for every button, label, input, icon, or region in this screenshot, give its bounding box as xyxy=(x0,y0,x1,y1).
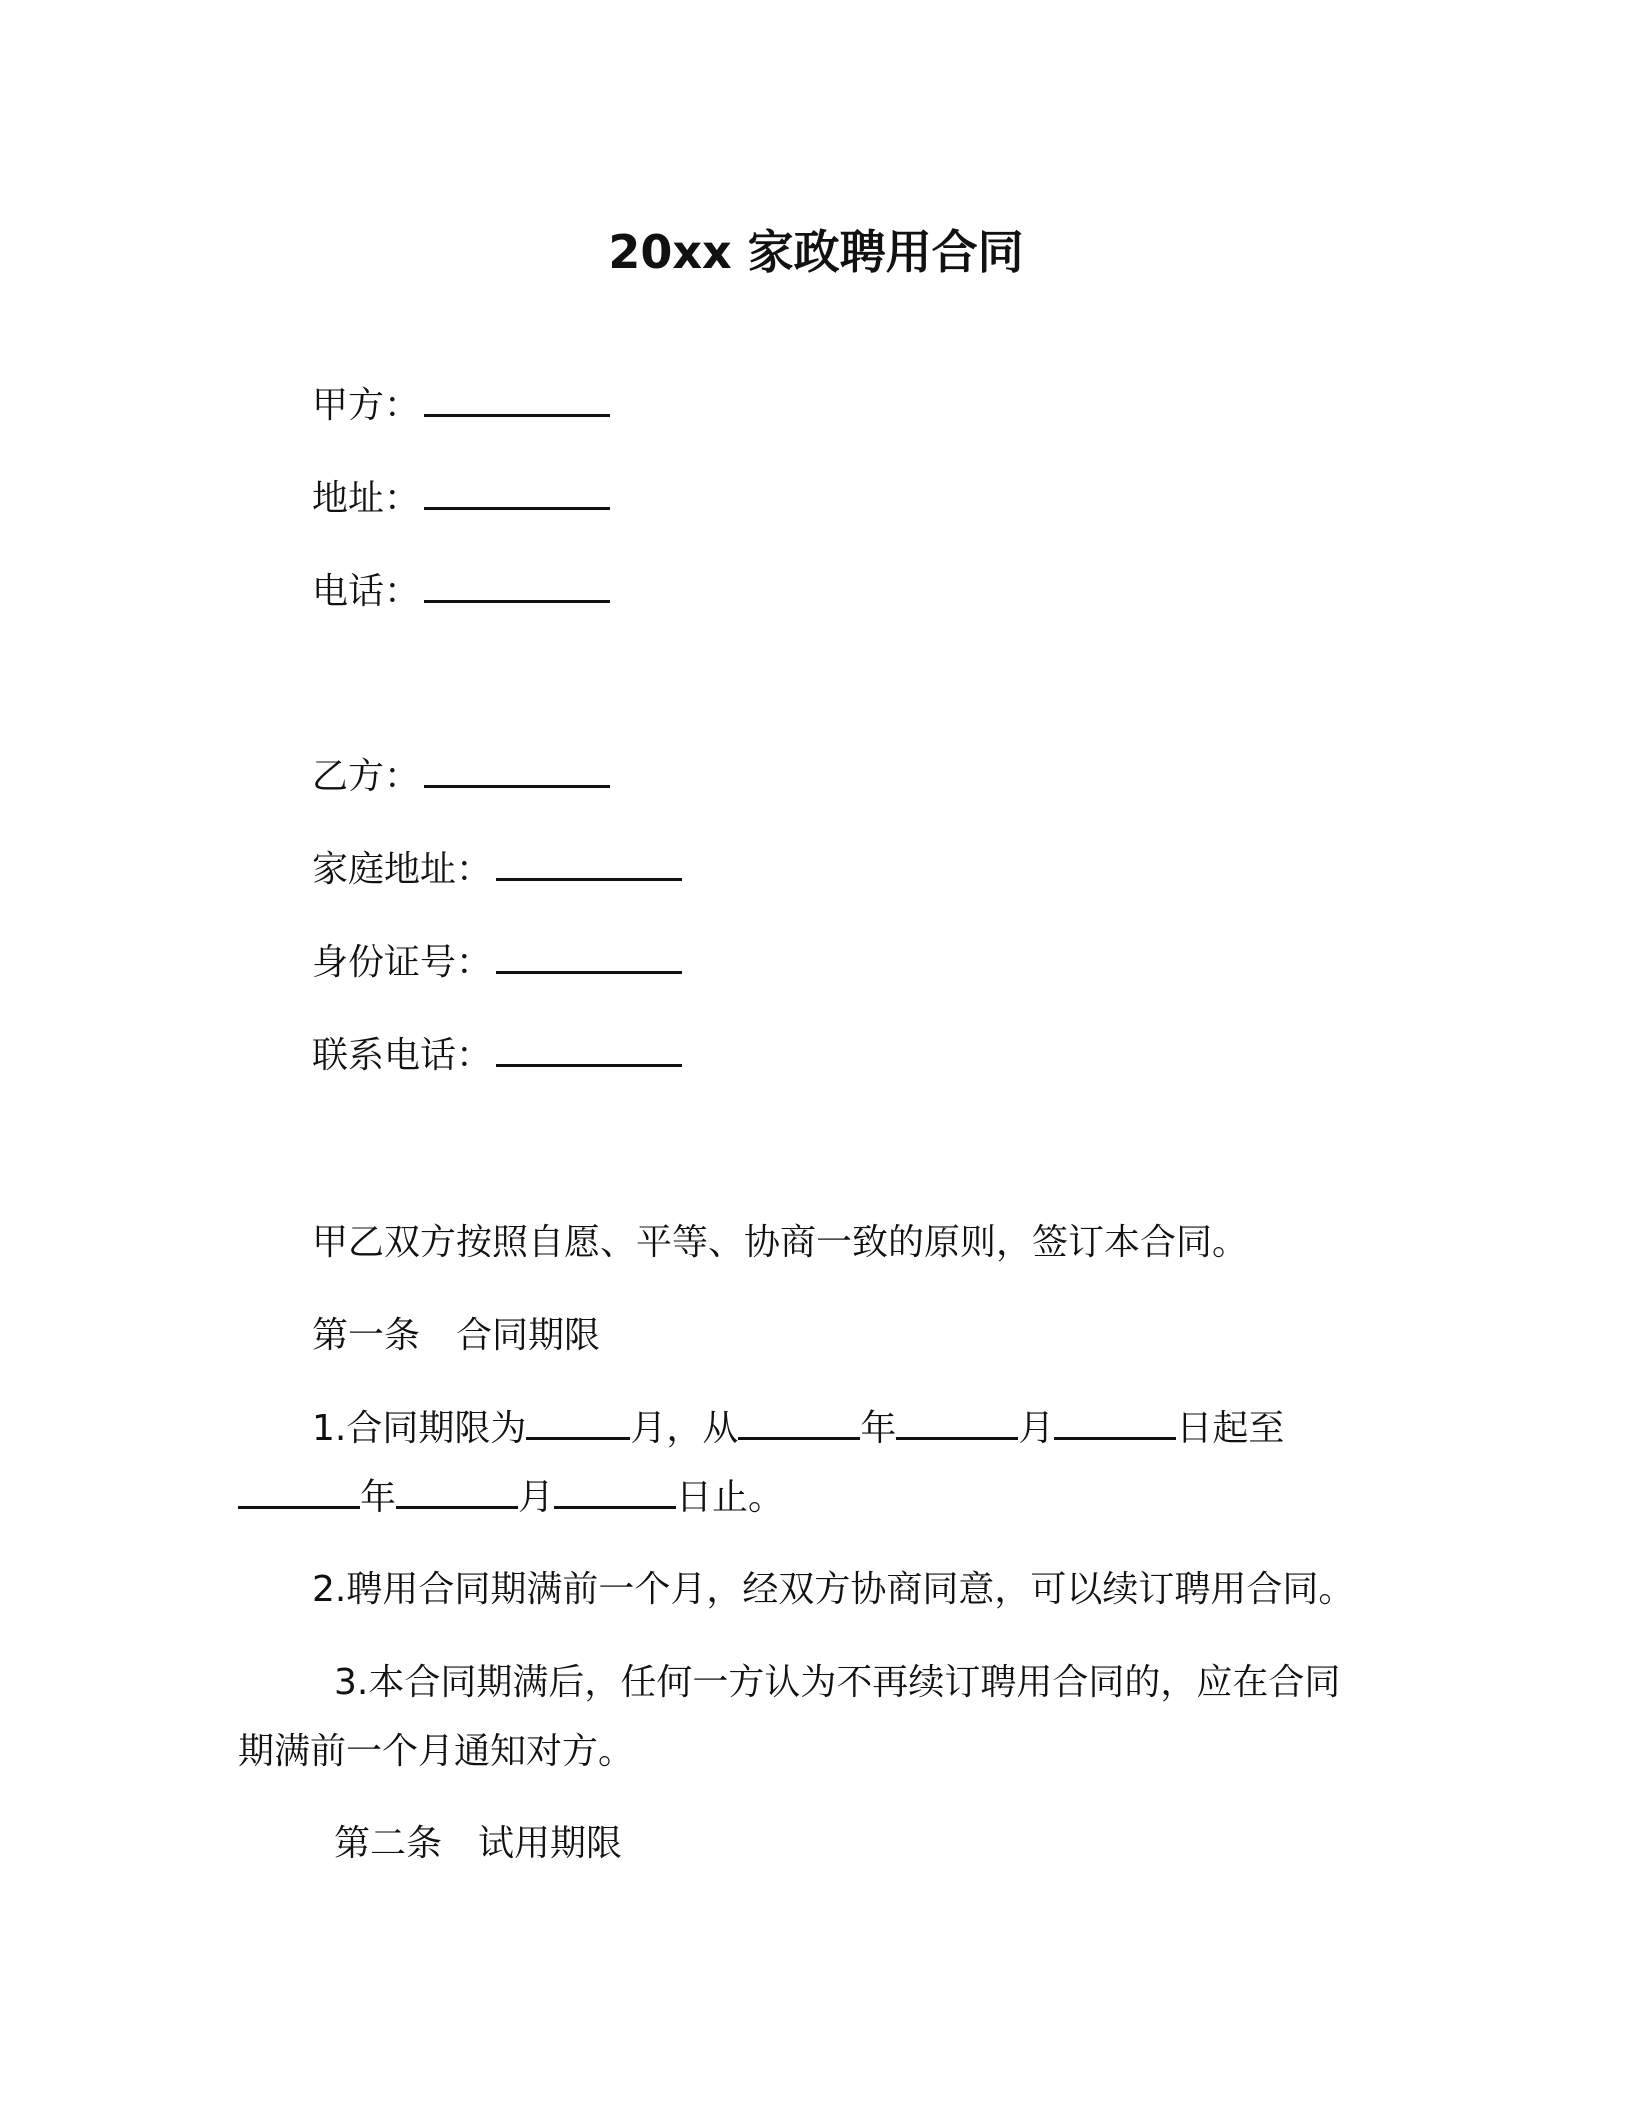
start-month-blank[interactable] xyxy=(896,1407,1018,1440)
party-a-phone-label: 电话： xyxy=(312,571,421,612)
clause1-day-to-text: 日止。 xyxy=(676,1477,785,1518)
party-a-name-label: 甲方： xyxy=(312,385,421,426)
party-b-name-label: 乙方： xyxy=(312,756,421,797)
intro-paragraph: 甲乙双方按照自愿、平等、协商一致的原则，签订本合同。 xyxy=(312,1222,1249,1263)
party-a-phone-field xyxy=(312,568,610,616)
party-b-home-address-field xyxy=(312,846,682,894)
party-a-name-blank[interactable] xyxy=(424,384,610,417)
clause1-year-text: 年 xyxy=(860,1408,897,1449)
start-year-blank[interactable] xyxy=(738,1407,860,1440)
clause1-month2-text: 月 xyxy=(518,1477,555,1518)
party-b-home-address-label: 家庭地址： xyxy=(312,849,493,890)
end-day-blank[interactable] xyxy=(554,1476,676,1509)
document-title: 20xx 家政聘用合同 xyxy=(608,225,1024,279)
party-a-phone-blank[interactable] xyxy=(424,570,610,603)
party-b-id-label: 身份证号： xyxy=(312,942,493,983)
party-b-contact-phone-field xyxy=(312,1032,682,1080)
party-a-name-field xyxy=(312,382,610,430)
party-b-name-field xyxy=(312,753,610,801)
clause1-months-text: 月，从 xyxy=(630,1408,739,1449)
start-day-blank[interactable] xyxy=(1054,1407,1176,1440)
article1-clause3-line1: 3.本合同期满后，任何一方认为不再续订聘用合同的，应在合同 xyxy=(334,1662,1341,1703)
article1-heading: 第一条 合同期限 xyxy=(312,1315,601,1356)
clause1-month-text: 月 xyxy=(1018,1408,1055,1449)
end-month-blank[interactable] xyxy=(396,1476,518,1509)
clause1-prefix: 1.合同期限为 xyxy=(312,1408,527,1449)
party-a-address-label: 地址： xyxy=(312,478,421,519)
party-a-address-blank[interactable] xyxy=(424,477,610,510)
party-b-home-address-blank[interactable] xyxy=(496,848,682,881)
party-b-id-field xyxy=(312,939,682,987)
party-b-contact-phone-blank[interactable] xyxy=(496,1034,682,1067)
clause1-day-from-text: 日起至 xyxy=(1176,1408,1285,1449)
party-b-id-blank[interactable] xyxy=(496,941,682,974)
article1-clause3-line2: 期满前一个月通知对方。 xyxy=(238,1731,635,1772)
clause1-year2-text: 年 xyxy=(360,1477,397,1518)
article1-clause2: 2.聘用合同期满前一个月，经双方协商同意，可以续订聘用合同。 xyxy=(312,1569,1355,1610)
party-b-name-blank[interactable] xyxy=(424,755,610,788)
article2-heading: 第二条 试用期限 xyxy=(334,1823,623,1864)
party-a-address-field xyxy=(312,475,610,523)
article1-clause1-line1 xyxy=(312,1405,1284,1453)
months-blank[interactable] xyxy=(526,1407,630,1440)
article1-clause1-line2 xyxy=(238,1474,784,1522)
end-year-blank[interactable] xyxy=(238,1476,360,1509)
party-b-contact-phone-label: 联系电话： xyxy=(312,1035,493,1076)
